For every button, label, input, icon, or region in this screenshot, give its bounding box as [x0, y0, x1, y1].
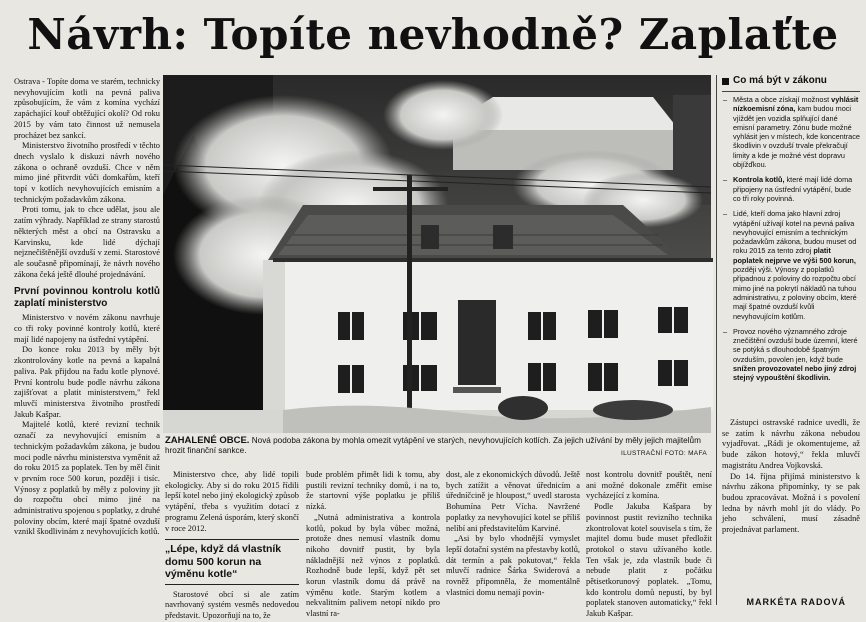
photo-credit: ILUSTRAČNÍ FOTO: MAFA: [621, 450, 707, 457]
photo-caption: [165, 436, 709, 462]
sidebar-item: – Provoz nového významného zdroje znečištění ovzduší bude územní, které se potýká s dlouhodobě špatným ovzduším, povolen jen, když bude snížen provozovatel nebo jiný zdroj stejný vypouštění škodlivin.: [723, 326, 858, 383]
paragraph: Majitelé kotlů, které revizní technik označí za nevyhovující emisním a technickým požadavkům zákona, je budou moci podle návrhu ministerstva vyměnit až do roku 2015 za poplatek. Ten by měl činit v prvním roce 500 korun, později i tisíc. Výnosy z poplatků by měly z poloviny jít do rozpočtu obcí mimo jiné na administrativu spojenou s poplatky, z druhé poloviny obcím, které mají špatné ovzduší vznikl škodlivinám z nevyhovujících kotlů.: [14, 420, 160, 537]
paragraph: „Asi by bylo vhodnější vymyslet lepší dotační systém na přestavby kotlů, dát termín a pak pokutovat,“ řekla mluvčí radnice Šárka Swiderová a rovněž připomněla, že momentálně vlastníci domu nemají povin-: [446, 534, 580, 597]
sidebar-item: – Města a obce získají možnost vyhlásit nízkoemisní zóna, kam budou moci vjíždět jen vozidla splňující dané emisní parametry. Zónu bude možné vyhlásit jen v místech, kde koncentrace škodlivin v ovzduší trvale překračují limity a kde je možné vést dopravu objížďkou.: [723, 95, 860, 170]
house-smoke-photo: [163, 75, 711, 433]
caption-text: Nová podoba zákona by mohla omezit vytápění ve starých, nevyhovujících kotlích. Za jejich užívání by měly jejich majitelům hrozit finanční sankce.: [165, 436, 701, 455]
bottom-column-4: [586, 470, 712, 619]
paragraph: Ministerstvo chce, aby lidé topili ekologicky. Aby si do roku 2015 řídili lepší kotel nebo jiný ekologický způsob vytápění, třeba s využitím dotací z programu Zelená úsporám, který skončí v roce 2012.: [165, 470, 299, 533]
paragraph: Do 14. října přijímá ministerstvo k návrhu zákona připomínky, ty se pak budou zpracovávat. Možná i s povolení ledna by návrh mohl jít do vlády. Po jeho schválení, musí zásadně projednávat parlament.: [722, 471, 860, 535]
left-article-column: [14, 77, 160, 607]
bottom-column-1: [165, 470, 299, 621]
right-article-column: [722, 418, 860, 594]
sidebar-item: – Lidé, kteří doma jako hlavní zdroj vytápění užívají kotel na pevná paliva nevyhovující emisním a technickým požadavkům zákona, budou muset od roku 2015 za tento zdroj platit poplatek nejprve ve výši 500 korun, později výši. Výnosy z poplatků připadnou z poloviny do rozpočtu obcí mimo jiné na pokrytí nákladů na tuhou administrativu, z poloviny obcím, které mají špatné ovzduší kvůli nevyhovujícím kotlům.: [723, 209, 857, 321]
pull-quote: „Lépe, když dá vlastník domu 500 korun na výměnu kotle“: [165, 539, 299, 585]
news-photo: [163, 75, 711, 433]
paragraph: Ministerstvo v novém zákonu navrhuje co tři roky povinné kontroly kotlů, které mají lidé napojeny na ústřední vytápění.: [14, 313, 160, 344]
paragraph: Do konce roku 2013 by měly být zkontrolovány kotle na pevná a kapalná paliva. Pak přijdou na řadu kotle plynové. První kontrolu bude podle návrhu zákona zajišťovat a platit ministerstvem," řekl mluvčí ministerstva životního prostředí Jakub Kašpar.: [14, 345, 160, 419]
author-byline: MARKÉTA RADOVÁ: [746, 597, 846, 607]
caption-lead: ZAHALENÉ OBCE.: [165, 435, 250, 446]
paragraph: Ministerstvo životního prostředí v těchto dnech vyslalo k diskuzi návrh nového zákona o ochraně ovzduší. Chce v něm mimo jiné přitvrdit vůči domkařům, kteří topí v kotlích nevyhovujících emisním a technickým požadavkům zákona.: [14, 141, 160, 204]
sidebar-box: [722, 75, 860, 415]
paragraph: Podle Jakuba Kašpara by povinnost pustit revizního technika zkontrolovat kotel souvisela s tím, že majitel domu bude muset předložit protokol o stavu užívaného kotle. Ten však je, zda vlastník bude či nebude platit z počátku pětisetkorunový poplatek. „Tomu, kdo kontrolu domů nepustí, by byl poplatek stanoven automaticky,“ řekl Jakub Kašpar.: [586, 502, 712, 619]
paragraph: bude problém přimět lidi k tomu, aby pustili revizní techniky domů, i na to, že startovní výše poplatku je příliš nízká.: [306, 470, 440, 512]
paragraph: „Nutná administrativa a kontrola kotlů, pokud by byla vůbec možná, protože dnes nemusí vlastník domu nikoho dovnitř pustit, by byla nákladnější než výnos z poplatků. Rozhodně bude lepší, když pět set korun vlastník domu dá právě na výměnu kotle. Starým kotlem a nekvalitním palivem netopí nikdo pro vlastní ra-: [306, 512, 440, 619]
sidebar-item: – Kontrola kotlů, které mají lidé doma připojeny na ústřední vytápění, bude co tři roky povinná.: [723, 175, 853, 203]
paragraph: Ostrava - Topíte doma ve starém, technicky nevyhovujícím kotli na pevná paliva způsobujícím, že vám z komína vychází zapáchající kouř obtěžující okolí? Od roku 2015 by vám tato činnost už nemusela procházet bez sankcí.: [14, 77, 161, 140]
subheading: První povinnou kontrolu kotlů zaplatí ministerstvo: [14, 286, 160, 309]
sidebar-title: Co má být v zákonu: [722, 75, 860, 92]
square-bullet-icon: [722, 78, 729, 85]
paragraph: Zástupci ostravské radnice uvedli, že se zatím k návrhu zákona nebudou vyjadřovat. „Rádi je okomentujeme, až bude zákon hotový,“ řekla mluvčí magistrátu Andrea Vojkovská.: [722, 418, 860, 470]
bottom-column-3: [446, 470, 580, 608]
paragraph: Starostové obcí si ale zatím navrhovaný systém vesměs nedovedou představit. Upozorňují na to, že: [165, 589, 299, 621]
column-divider: [716, 75, 717, 605]
paragraph: dost, ale z ekonomických důvodů. Ještě bych zatížit a věnovat úřednicím a úředníčcině je hloupost,“ uvedl starosta Bohumína Petr Vícha. Navržené poplatky za nevyhovující kotel se příliš nelíbí ani představitelům Karviné.: [446, 470, 580, 533]
headline: Návrh: Topíte nevhodně? Zaplaťte: [27, 10, 839, 59]
bottom-column-2: [306, 470, 440, 619]
paragraph: nost kontrolu dovnitř pouštět, není ani možné dokonale změřit emise vycházející z komína.: [586, 470, 712, 501]
paragraph: Proti tomu, jak to chce udělat, jsou ale zatím výhrady. Například ze strany starostů některých měst a obcí na Ostravsku a Karvinsku, kde lidé dýchají nejznečištěnější ovzduší v zemi. Starostové ale současně připomínají, že návrh nového zákona čeká ještě dlouhé projednávání.: [14, 205, 160, 279]
